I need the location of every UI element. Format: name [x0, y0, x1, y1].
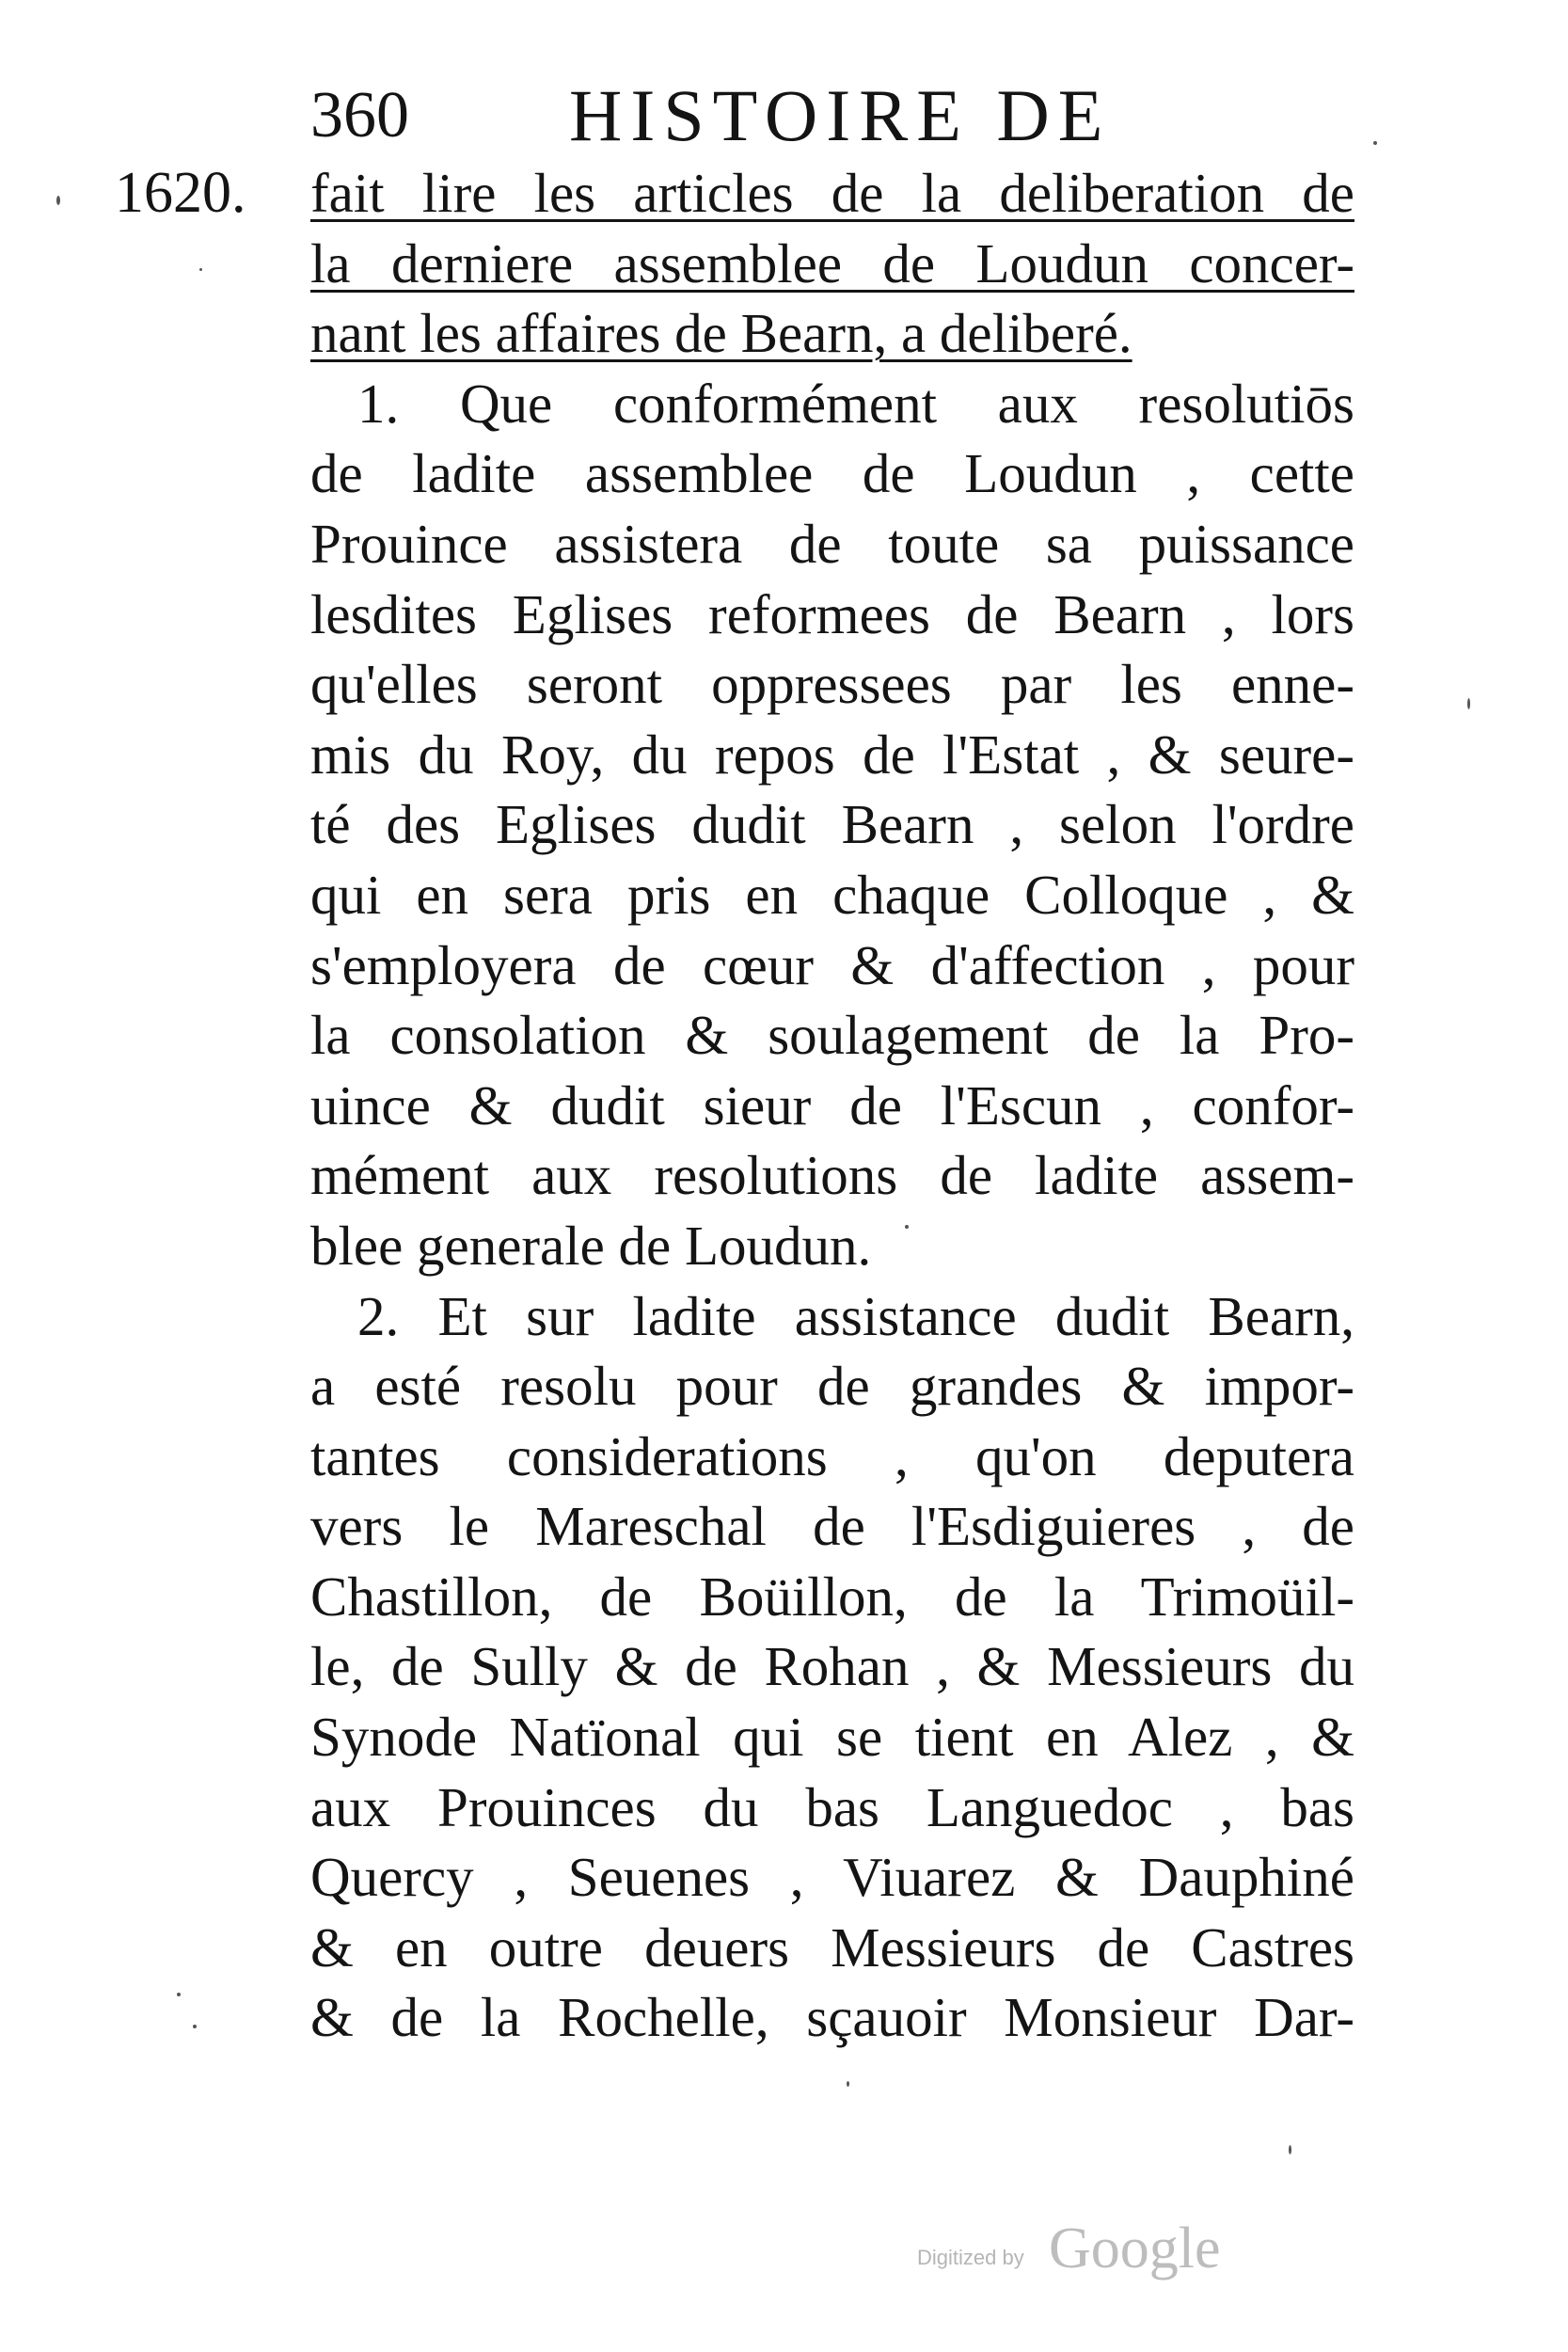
text-line: & en outre deuers Messieurs de Castres [310, 1915, 1354, 1979]
digitized-watermark [917, 2216, 1237, 2291]
text-line: vers le Mareschal de l'Esdiguieres , de [310, 1495, 1354, 1558]
text-line: de ladite assemblee de Loudun , cette [310, 442, 1354, 505]
text-line: uince & dudit sieur de l'Escun , confor- [310, 1073, 1354, 1136]
ink-speck [199, 268, 202, 271]
ink-speck [56, 196, 60, 205]
text-line: nant les affaires de Bearn, a deliberé. [310, 302, 1132, 365]
text-line: lesdites Eglises reformees de Bearn , lors [310, 582, 1354, 645]
text-line: Synode Natïonal qui se tient en Alez , & [310, 1706, 1354, 1769]
body-text [310, 158, 1354, 2053]
text-line: & de la Rochelle, sçauoir Monsieur Dar- [310, 1986, 1354, 2049]
margin-year: 1620. [115, 161, 246, 225]
text-line: Chastillon, de Boüillon, de la Trimoüil- [310, 1565, 1354, 1628]
text-line: mément aux resolutions de ladite assem- [310, 1144, 1354, 1207]
text-line: tantes considerations , qu'on deputera [310, 1424, 1354, 1487]
digitized-by-text: Digitized by [917, 2246, 1024, 2269]
text-line: fait lire les articles de la deliberation de [310, 162, 1354, 224]
text-line: la consolation & soulagement de la Pro- [310, 1004, 1354, 1067]
ink-speck [905, 1225, 909, 1229]
text-line: 2. Et sur ladite assistance dudit Bearn, [357, 1284, 1354, 1347]
text-line: qui en sera pris en chaque Colloque , & [310, 863, 1354, 926]
text-line: s'employera de cœur & d'affection , pour [310, 933, 1354, 996]
page-number: 360 [310, 79, 409, 151]
ink-speck [193, 2025, 197, 2028]
text-line: 1. Que conformément aux resolutiōs [357, 372, 1354, 435]
running-title: HISTOIRE DE [569, 74, 1112, 156]
text-line: té des Eglises dudit Bearn , selon l'ordre [310, 793, 1354, 856]
text-line: le, de Sully & de Rohan , & Messieurs du [310, 1635, 1354, 1698]
ink-speck [177, 1993, 181, 1996]
text-line: aux Prouinces du bas Languedoc , bas [310, 1775, 1354, 1838]
text-line: Quercy , Seuenes , Viuarez & Dauphiné [310, 1846, 1354, 1909]
text-line: a esté resolu pour de grandes & impor- [310, 1355, 1354, 1418]
ink-speck [1467, 698, 1470, 709]
text-line: qu'elles seront oppressees par les enne- [310, 653, 1354, 716]
ink-speck [1289, 2145, 1291, 2154]
running-head [310, 73, 1298, 158]
ink-speck [1373, 141, 1377, 145]
text-line: Prouince assistera de toute sa puissance [310, 512, 1354, 575]
text-line: mis du Roy, du repos de l'Estat , & seure- [310, 723, 1354, 786]
text-line: la derniere assemblee de Loudun concer- [310, 231, 1354, 294]
google-logo: Google [1049, 2217, 1221, 2280]
ink-speck [847, 2081, 849, 2087]
text-line: blee generale de Loudun. [310, 1214, 872, 1277]
